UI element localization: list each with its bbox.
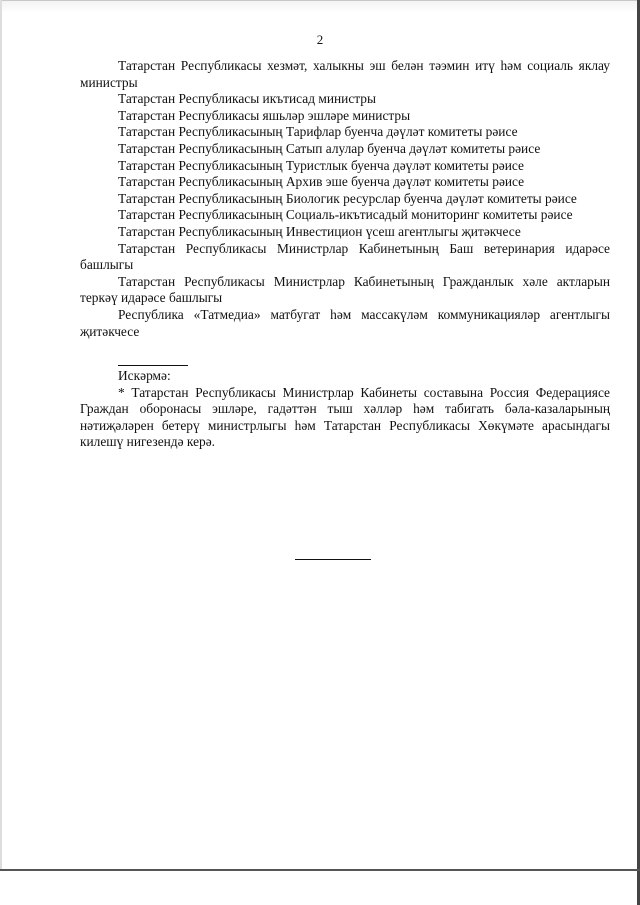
list-item: Татарстан Республикасы икътисад министры xyxy=(118,91,376,107)
list-item: Татарстан Республикасының Сатып алулар буенча дәүләт комитеты рәисе xyxy=(118,140,541,156)
list-item: Татарстан Республикасының Социаль-икътисадый мониторинг комитеты рәисе xyxy=(118,207,573,223)
end-of-document-line xyxy=(295,559,371,560)
list-item: Татарстан Республикасы Министрлар Кабинетының Баш ветеринария идарәсе башлыгы xyxy=(80,240,610,273)
list-item: Татарстан Республикасының Инвестицион үсеш агентлыгы җитәкчесе xyxy=(118,223,521,239)
list-item: Татарстан Республикасы яшьләр эшләре министры xyxy=(118,107,411,123)
scan-bottom-edge xyxy=(0,869,640,871)
note-text: * Татарстан Республикасы Министрлар Кабинеты составына Россия Федерациясе Граждан оборонасы эшләре, гадәттән тыш хәлләр һәм табигать бәла-казаларының нәтиҗәләрен бетерү министрлыгы һәм Татарстан Республикасы Хөкүмәте арасындагы килешү нигезендә керә. xyxy=(80,384,610,450)
footnote-separator xyxy=(118,365,188,366)
scan-left-edge xyxy=(0,0,2,870)
note-title: Искәрмә: xyxy=(118,368,171,384)
document-body xyxy=(80,58,610,451)
list-item: Республика «Татмедиа» матбугат һәм массакүләм коммуникацияләр агентлыгы җитәкчесе xyxy=(80,306,610,339)
list-item: Татарстан Республикасы хезмәт, халыкны эш белән тәэмин итү һәм социаль яклау министры xyxy=(80,58,610,90)
scan-top-edge xyxy=(0,0,640,13)
list-item: Татарстан Республикасының Тарифлар буенча дәүләт комитеты рәисе xyxy=(118,124,518,140)
list-item: Татарстан Республикасының Архив эше буенча дәүләт комитеты рәисе xyxy=(118,174,525,190)
list-item: Татарстан Республикасының Биологик ресурслар буенча дәүләт комитеты рәисе xyxy=(118,190,577,206)
list-item: Татарстан Республикасының Туристлык буенча дәүләт комитеты рәисе xyxy=(118,157,524,173)
list-item: Татарстан Республикасы Министрлар Кабинетының Гражданлык хәле актларын теркәү идарәсе башлыгы xyxy=(80,273,610,306)
page-number: 2 xyxy=(316,32,324,47)
